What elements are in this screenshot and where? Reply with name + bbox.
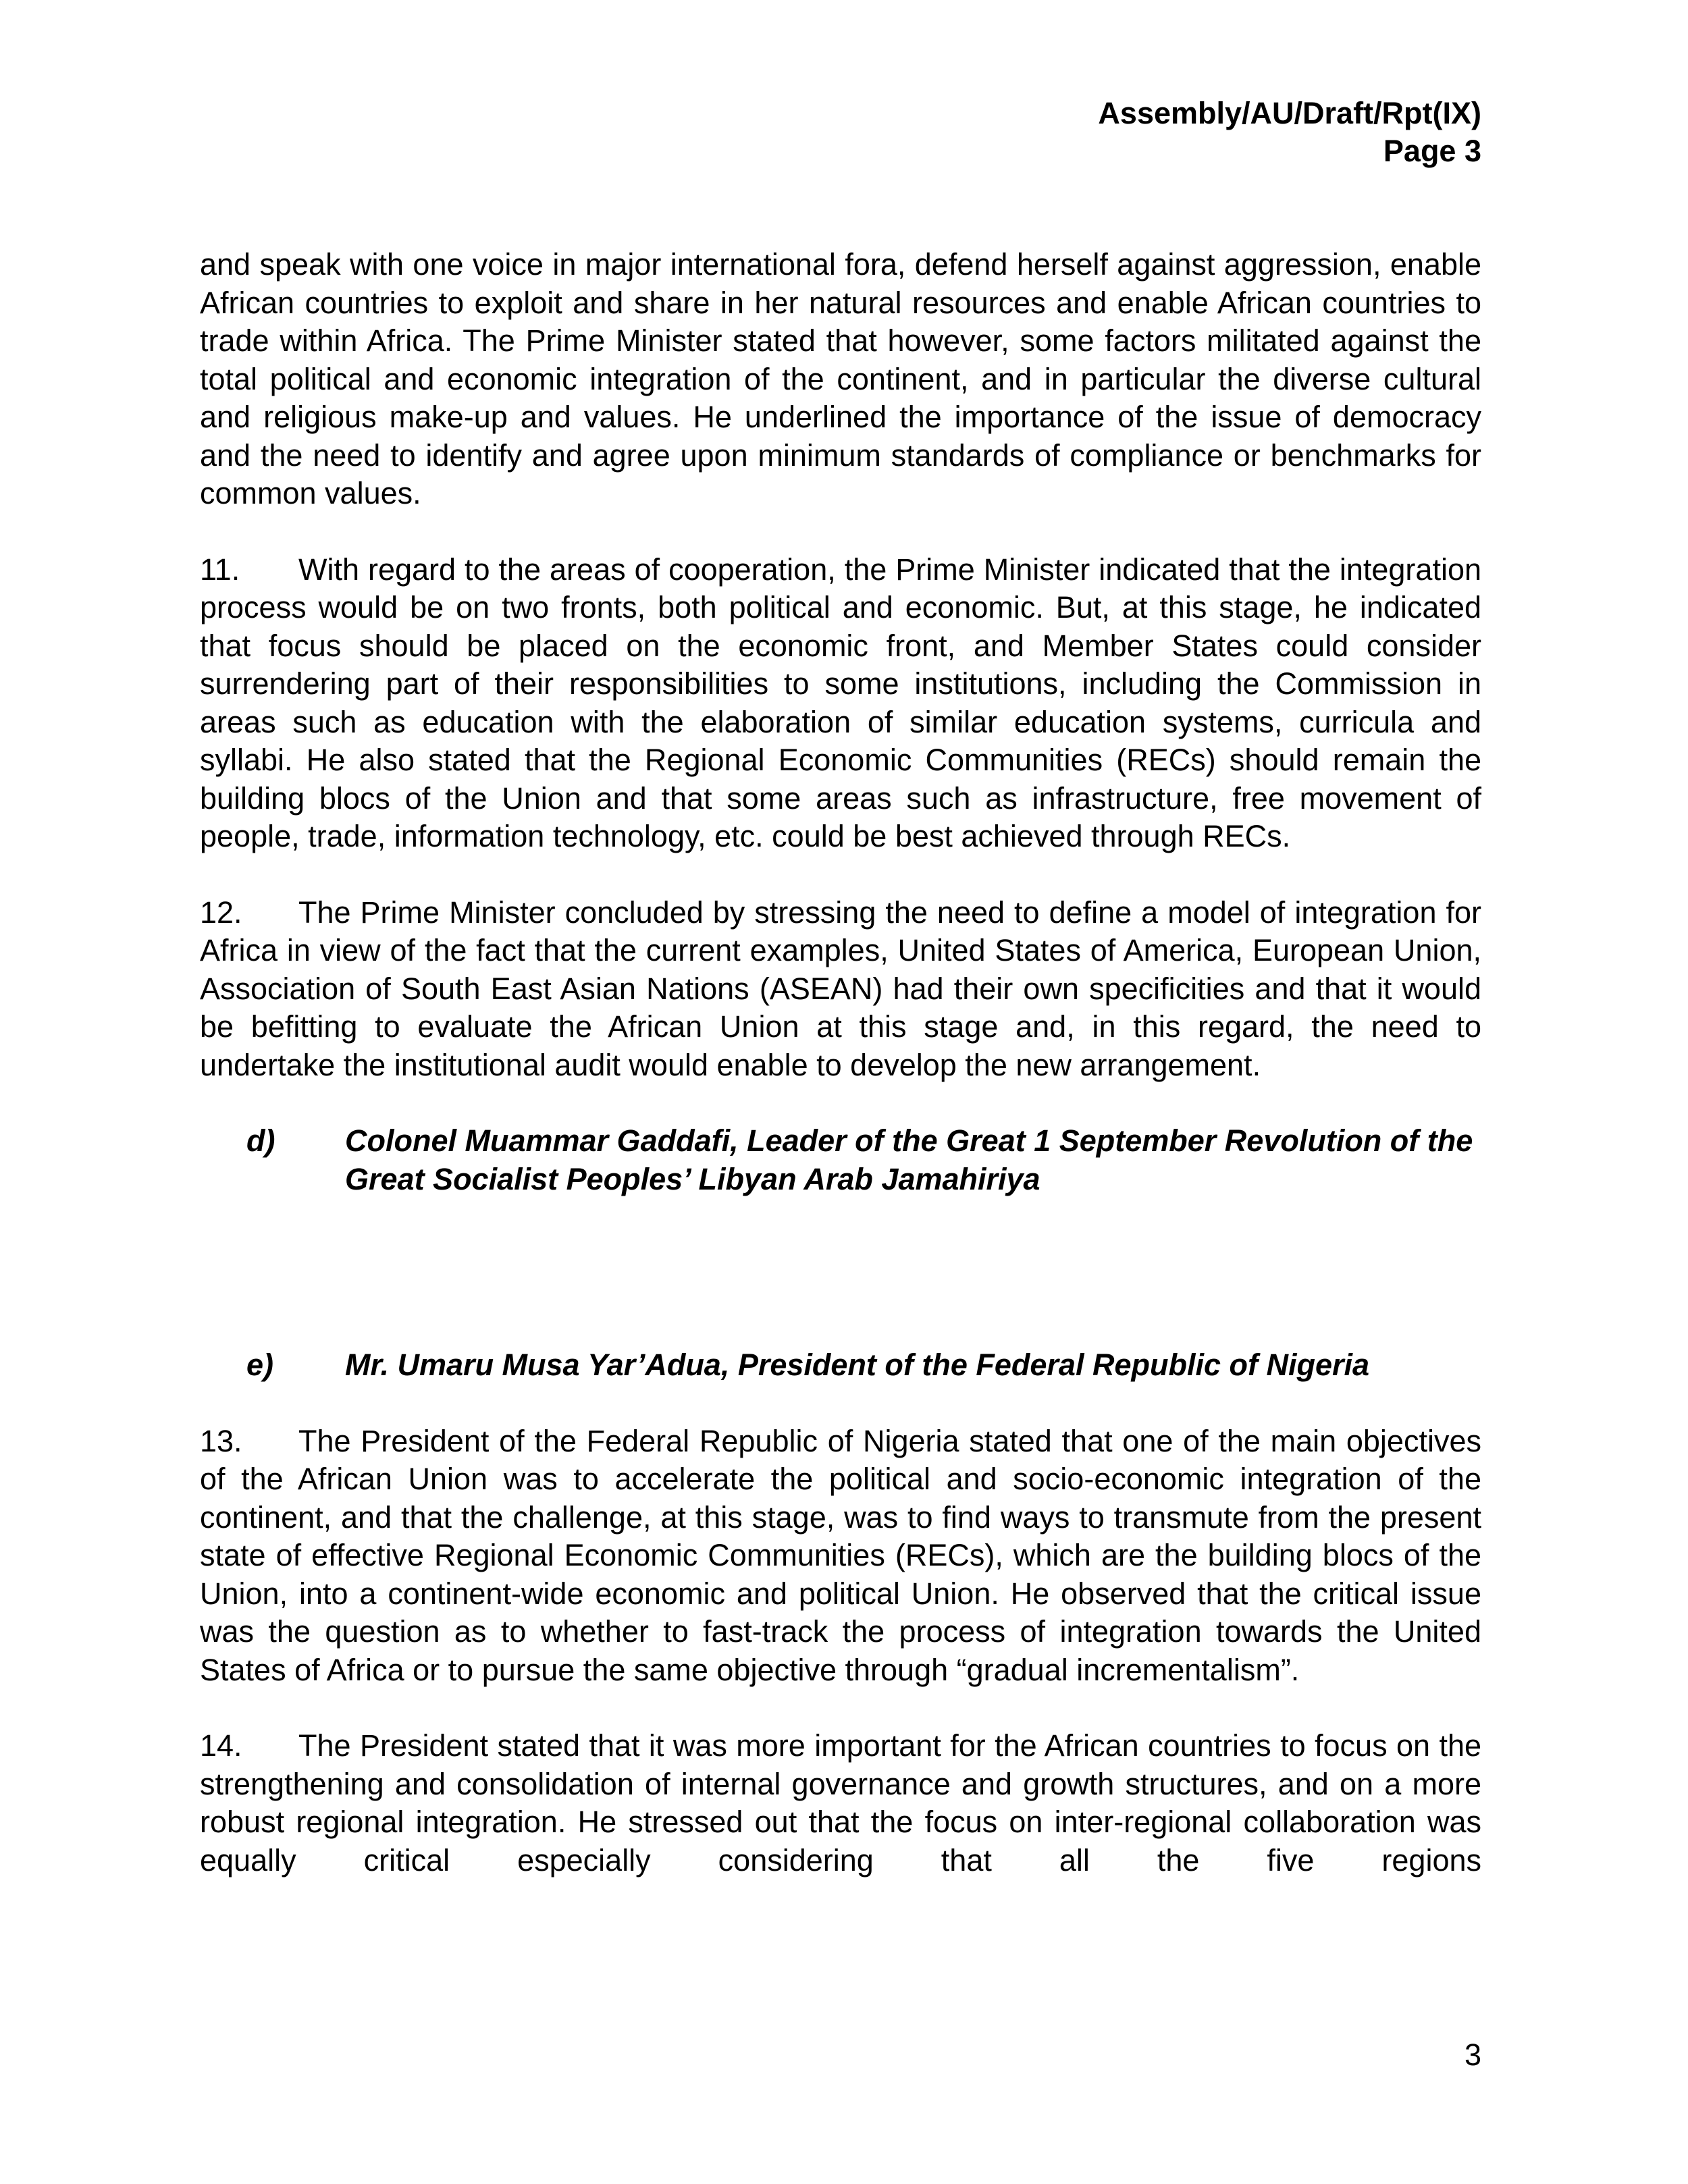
section-letter: e) [246,1348,274,1382]
paragraph-11 [200,551,1481,856]
paragraph-number: 14. [200,1728,242,1763]
paragraph-number: 12. [200,895,242,930]
section-heading-d [200,1122,1481,1198]
page-label: Page 3 [1383,134,1481,168]
paragraph-12 [200,894,1481,1085]
paragraph-text: The President stated that it was more important for the African countries to focus on the strengthening and consolidation of internal governance and growth structures, and on a more robust regional integration. He stressed out that the focus on inter-regional collaboration was equally critical especially considering that all the five regions [200,1728,1481,1877]
paragraph-text: With regard to the areas of cooperation, the Prime Minister indicated that the integration process would be on two fronts, both political and economic. But, at this stage, he indicated that focus should be placed on the economic front, and Member States could consider surrendering part of their responsibilities to some institutions, including the Commission in areas such as education with the elaboration of similar education systems, curricula and syllabi. He also stated that the Regional Economic Communities (RECs) should remain the building blocs of the Union and that some areas such as infrastructure, free movement of people, trade, information technology, etc. could be best achieved through RECs. [200,552,1481,853]
document-reference: Assembly/AU/Draft/Rpt(IX) [1098,96,1481,130]
paragraph-13 [200,1422,1481,1690]
paragraph-text: and speak with one voice in major international fora, defend herself against aggression, enable African countries to exploit and share in her natural resources and enable African countries to trade within Africa. The Prime Minister stated that however, some factors militated against the total political and economic integration of the continent, and in particular the diverse cultural and religious make-up and values. He underlined the importance of the issue of democracy and the need to identify and agree upon minimum standards of compliance or benchmarks for common values. [200,247,1481,510]
section-title: Colonel Muammar Gaddafi, Leader of the Great 1 September Revolution of the Great Socialist Peoples’ Libyan Arab Jamahiriya [345,1123,1473,1196]
paragraph-text: The Prime Minister concluded by stressing the need to define a model of integration for Africa in view of the fact that the current examples, United States of America, European Union, Association of South East Asian Nations (ASEAN) had their own specificities and that it would be befitting to evaluate the African Union at this stage and, in this regard, the need to undertake the institutional audit would enable to develop the new arrangement. [200,895,1481,1082]
paragraph-text: The President of the Federal Republic of Nigeria stated that one of the main objectives of the African Union was to accelerate the political and socio-economic integration of the continent, and that the challenge, at this stage, was to find ways to transmute from the present state of effective Regional Economic Communities (RECs), which are the building blocs of the Union, into a continent-wide economic and political Union. He observed that the critical issue was the question as to whether to fast-track the process of integration towards the United States of Africa or to pursue the same objective through “gradual incrementalism”. [200,1423,1481,1687]
section-heading-e [200,1346,1481,1385]
paragraph-number: 13. [200,1423,242,1458]
section-title: Mr. Umaru Musa Yar’Adua, President of the Federal Republic of Nigeria [345,1348,1370,1382]
document-header [1098,95,1481,170]
paragraph-continued [200,246,1481,513]
document-body [200,246,1481,1917]
page-number: 3 [1464,2037,1481,2072]
section-letter: d) [246,1123,275,1158]
paragraph-14 [200,1727,1481,1880]
paragraph-number: 11. [200,552,240,587]
